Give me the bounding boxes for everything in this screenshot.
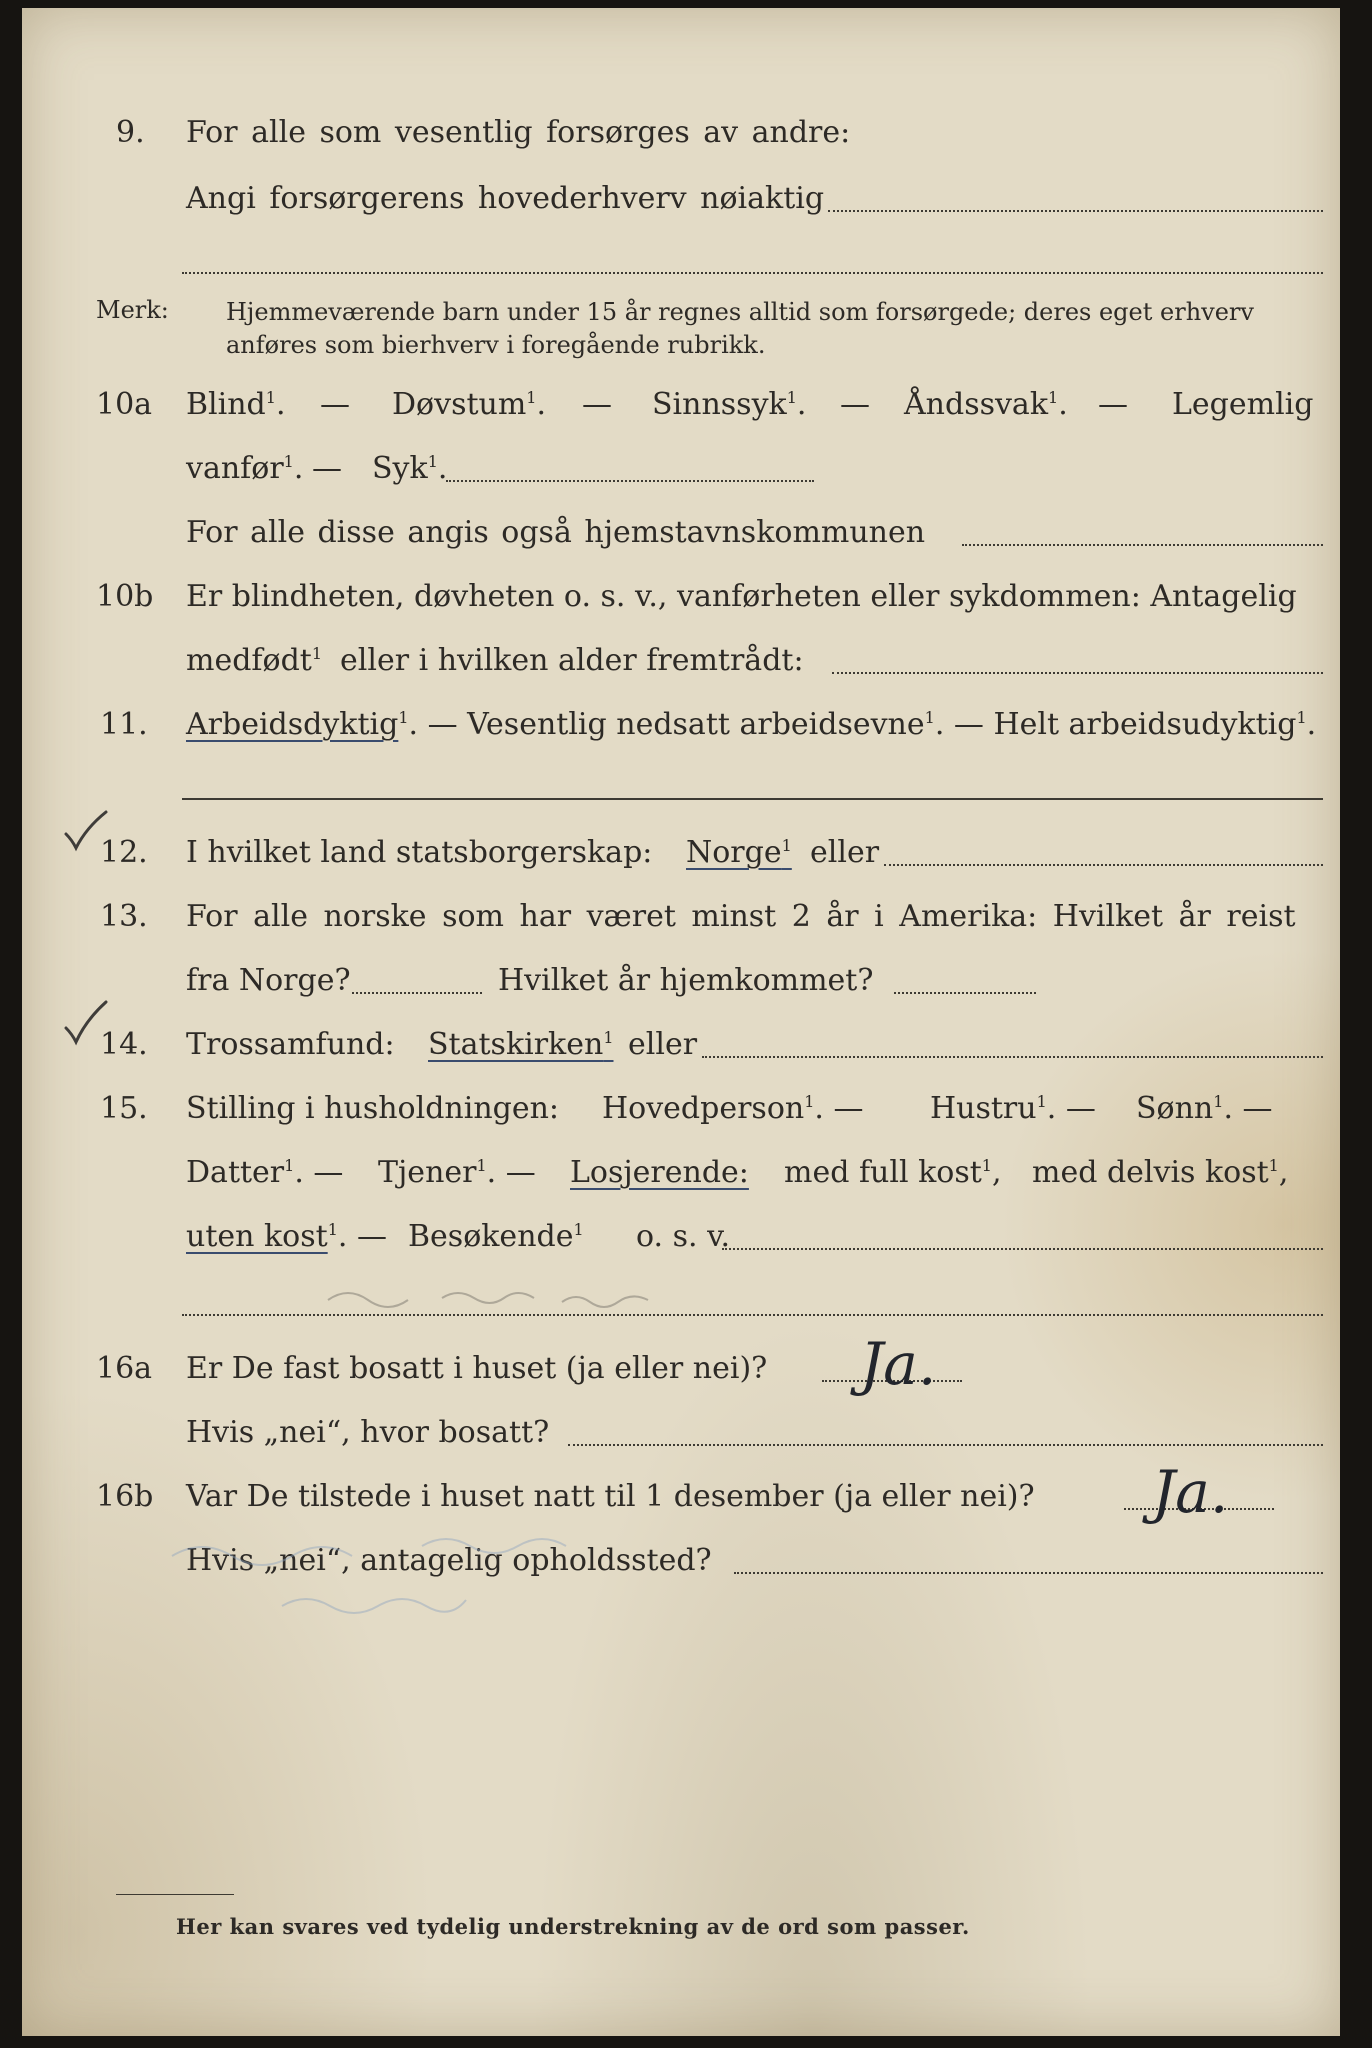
q15-sonn[interactable]: Sønn$^1$. — [1136, 1091, 1273, 1126]
q11-options[interactable]: Arbeidsdyktig$^1$. — Vesentlig nedsatt arbeidsevne$^1$. — Helt arbeidsudyktig$^1$. [186, 707, 1317, 742]
q10a-sep-2: — [582, 387, 612, 422]
merk-line2: anføres som bierhverv i foregående rubrikk. [226, 331, 766, 359]
q13-reist-line[interactable] [352, 992, 482, 994]
faint-pencil-scribble-icon [322, 1276, 682, 1316]
q16b-line2: Hvis „nei“, antagelig opholdssted? [186, 1543, 712, 1578]
census-form-page [22, 8, 1340, 2036]
footnote-divider [116, 1894, 234, 1895]
q10a-blind[interactable]: Blind$^1$. [186, 387, 286, 422]
merk-line1: Hjemmeværende barn under 15 år regnes alltid som forsørgede; deres eget erhverv [226, 298, 1254, 326]
q13-reist: fra Norge? [186, 963, 351, 998]
q10a-sinnssyk[interactable]: Sinnssyk$^1$. [652, 387, 807, 422]
q15-delvis-kost[interactable]: med delvis kost$^1$, [1032, 1155, 1289, 1190]
q15-besokende[interactable]: Besøkende$^1$ [408, 1219, 584, 1254]
q12-eller: eller [810, 835, 880, 870]
q14-text: Trossamfund: [186, 1027, 395, 1062]
q12-answer-line[interactable] [884, 864, 1323, 866]
q10b-line1: Er blindheten, døvheten o. s. v., vanførheten eller sykdommen: Antagelig [186, 579, 1297, 614]
q13-hjemkommet-line[interactable] [894, 992, 1036, 994]
q15-answer-line[interactable] [722, 1248, 1323, 1250]
q15-osv: o. s. v. [636, 1219, 730, 1254]
q15-hustru[interactable]: Hustru$^1$. — [930, 1091, 1096, 1126]
q11-udyktig[interactable]: Helt arbeidsudyktig [993, 707, 1297, 742]
q10a-sep-5: — [312, 451, 342, 486]
q12-number: 12. [100, 835, 148, 870]
faint-blue-offset-ink-icon [162, 1516, 722, 1626]
q16a-bosatt-line[interactable] [568, 1444, 1323, 1446]
q10a-sep-3: — [840, 387, 870, 422]
q16a-line2: Hvis „nei“, hvor bosatt? [186, 1415, 550, 1450]
q10a-kommune-line[interactable] [962, 544, 1323, 546]
q16b-handwritten-answer: Ja. [1152, 1458, 1229, 1526]
q10a-number: 10a [96, 387, 153, 422]
q9-answer-line-2[interactable] [182, 272, 1323, 274]
q16a-line1: Er De fast bosatt i huset (ja eller nei)? [186, 1351, 768, 1386]
q10a-andssvak[interactable]: Åndssvak$^1$. [904, 387, 1068, 422]
q15-losjerende[interactable]: Losjerende: [570, 1155, 749, 1190]
q14-answer-line[interactable] [702, 1056, 1323, 1058]
q15-uten-kost[interactable]: uten kost$^1$. — [186, 1219, 387, 1254]
q16a-number: 16a [96, 1351, 153, 1386]
q15-number: 15. [100, 1091, 148, 1126]
merk-label: Merk: [96, 296, 169, 324]
q12-norge[interactable]: Norge$^1$ [686, 835, 792, 870]
q11-nedsatt[interactable]: Vesentlig nedsatt arbeidsevne [467, 707, 925, 742]
checkmark-icon [62, 998, 110, 1048]
q12-text: I hvilket land statsborgerskap: [186, 835, 653, 870]
q15-full-kost[interactable]: med full kost$^1$, [784, 1155, 1002, 1190]
q11-answer-line[interactable] [182, 798, 1323, 800]
footnote-text: Her kan svares ved tydelig understrekning av de ord som passer. [176, 1914, 970, 1939]
q13-hjemkommet: Hvilket år hjemkommet? [498, 963, 874, 998]
q9-line2: Angi forsørgerens hovederhverv nøiaktig [186, 181, 825, 216]
q15-tjener[interactable]: Tjener$^1$. — [378, 1155, 536, 1190]
q14-eller: eller [628, 1027, 698, 1062]
q15-line1: Stilling i husholdningen: [186, 1091, 560, 1126]
q10a-answer-line[interactable] [446, 480, 814, 482]
q11-number: 11. [100, 707, 148, 742]
q13-number: 13. [100, 899, 148, 934]
q9-number: 9. [116, 115, 145, 150]
checkmark-icon [62, 808, 110, 854]
q10b-answer-line[interactable] [832, 672, 1323, 674]
q10a-line3: For alle disse angis også hjemstavnskommunen [186, 515, 926, 550]
q10a-sep-4: — [1098, 387, 1128, 422]
q15-hovedperson[interactable]: Hovedperson$^1$. — [602, 1091, 864, 1126]
q10a-dovstum[interactable]: Døvstum$^1$. [392, 387, 547, 422]
q13-line1: For alle norske som har været minst 2 år i Amerika: Hvilket år reist [186, 899, 1296, 934]
q9-answer-line[interactable] [828, 210, 1323, 212]
q10b-number: 10b [96, 579, 154, 614]
q14-number: 14. [100, 1027, 148, 1062]
q15-datter[interactable]: Datter$^1$. — [186, 1155, 344, 1190]
q10b-medfodt[interactable]: medfødt$^1$ [186, 643, 323, 678]
q11-arbeidsdyktig[interactable]: Arbeidsdyktig [186, 707, 399, 742]
q14-statskirken[interactable]: Statskirken$^1$ [428, 1027, 614, 1062]
q10a-vanfor[interactable]: vanfør$^1$. [186, 451, 304, 486]
q9-line1: For alle som vesentlig forsørges av andre: [186, 115, 851, 150]
q16a-handwritten-answer: Ja. [860, 1330, 937, 1398]
q10b-line2: eller i hvilken alder fremtrådt: [340, 643, 804, 678]
q16b-number: 16b [96, 1479, 154, 1514]
q10a-legemlig[interactable]: Legemlig [1172, 387, 1314, 422]
q16b-opholdssted-line[interactable] [734, 1572, 1323, 1574]
q10a-syk[interactable]: Syk$^1$. [372, 451, 448, 486]
q10a-sep-1: — [320, 387, 350, 422]
q16b-line1: Var De tilstede i huset natt til 1 desember (ja eller nei)? [186, 1479, 1035, 1514]
